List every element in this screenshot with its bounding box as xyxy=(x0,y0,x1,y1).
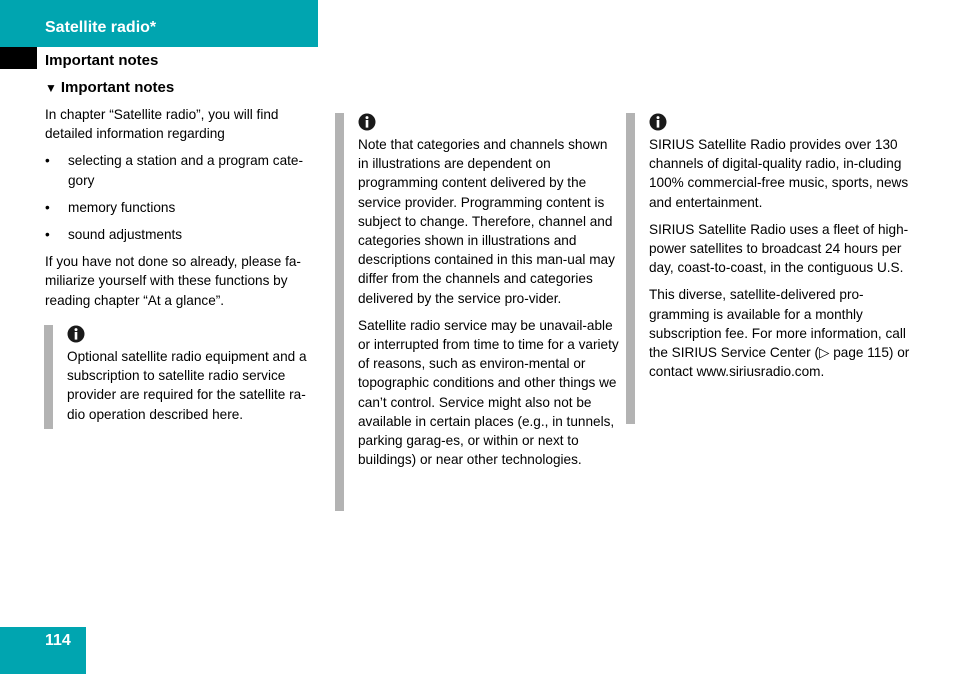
info-icon xyxy=(67,325,85,343)
list-item: • memory functions xyxy=(45,198,321,217)
note-paragraph: This diverse, satellite-delivered pro-gramming is available for a monthly subscription fee. For more information, call the SIRIUS Service Center (▷ page 115) or contact www.siriusradio.com. xyxy=(649,287,910,380)
note-paragraph: SIRIUS Satellite Radio uses a fleet of high-power satellites to broadcast 24 hours per day, coast-to-coast, in the contiguous U.S. xyxy=(649,221,909,276)
note-box-sirius xyxy=(626,113,911,424)
note-paragraph: Optional satellite radio equipment and a subscription to satellite radio service provider are required for the satellite ra-dio operation described here. xyxy=(67,349,307,422)
note-box-equipment xyxy=(44,325,323,429)
note-box-programming xyxy=(335,113,620,511)
info-icon xyxy=(358,113,376,131)
closing-paragraph: If you have not done so already, please fa-miliarize yourself with these functions by reading chapter “At a glance”. xyxy=(45,254,301,308)
note-paragraph: SIRIUS Satellite Radio provides over 130 channels of digital-quality radio, in-cluding 100% commercial-free music, sports, news and entertainment. xyxy=(649,137,909,210)
note-paragraph: Satellite radio service may be unavail-able or interrupted from time to time for a variety of reasons, such as environ-mental or topographic conditions and other things we can’t control. Service might also not be available in certain places (e.g., in tunnels, parking garag-es, or within or next to buildings) or near other technologies. xyxy=(358,317,619,468)
section-marker-tab xyxy=(0,47,37,69)
subheading-text: Important notes xyxy=(60,79,175,96)
section-heading: Important notes xyxy=(45,52,159,69)
chapter-title: Satellite radio* xyxy=(45,19,157,36)
info-icon xyxy=(649,113,667,131)
intro-column xyxy=(45,105,321,318)
note-paragraph: Note that categories and channels shown in illustrations are dependent on programming content delivered by the service provider. Programming content is subject to change. Therefore, channel and categories shown in illustrations and descriptions contained in this man-ual may differ from the channels and categories delivered by the service pro-vider. xyxy=(358,137,615,306)
feature-list xyxy=(45,151,321,244)
intro-paragraph: In chapter “Satellite radio”, you will find detailed information regarding xyxy=(45,107,279,142)
page-number: 114 xyxy=(45,632,71,649)
list-item: • selecting a station and a program cate-gory xyxy=(45,151,321,189)
page-number-tab xyxy=(0,627,86,674)
list-item: • sound adjustments xyxy=(45,225,321,244)
triangle-marker-icon: ▼ xyxy=(45,81,57,95)
subheading xyxy=(45,79,174,96)
